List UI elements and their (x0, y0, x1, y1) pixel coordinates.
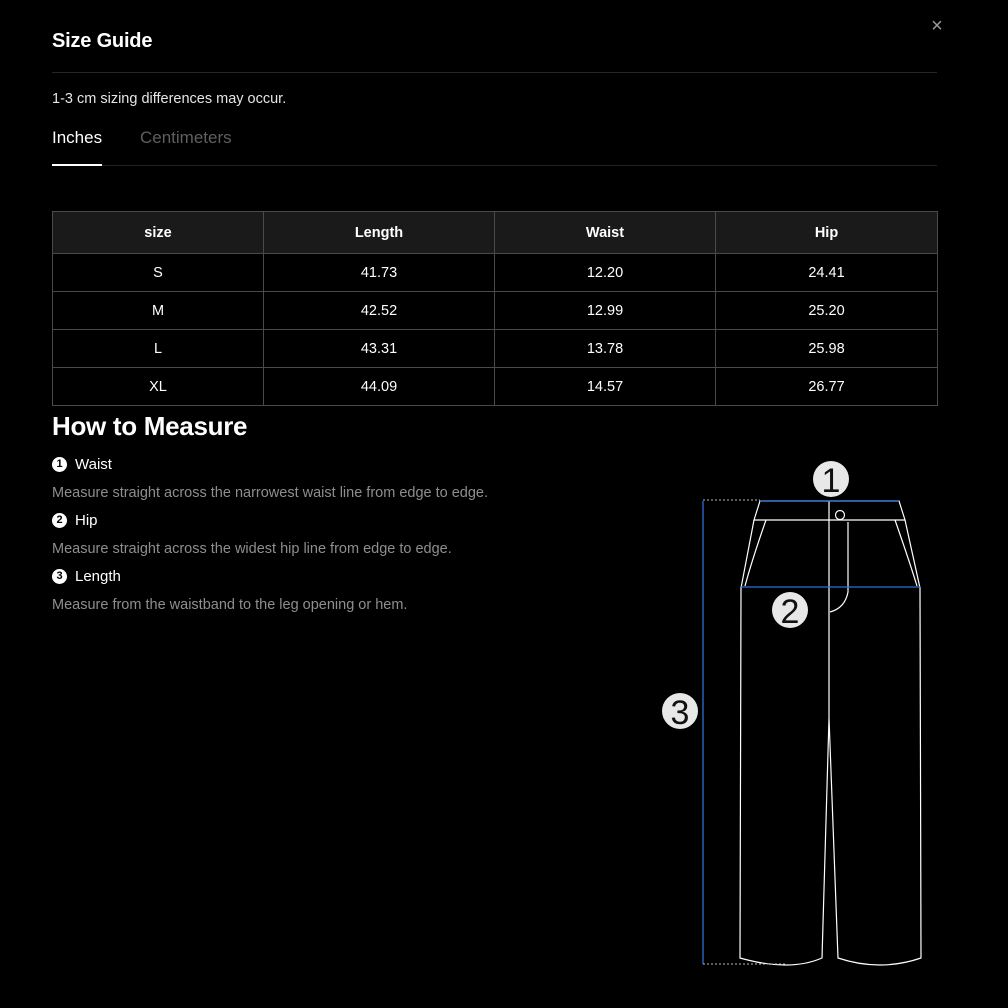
table-cell: 13.78 (495, 330, 716, 368)
table-cell: 24.41 (716, 254, 938, 292)
modal-title: Size Guide (52, 30, 153, 52)
pants-outline-icon (740, 501, 921, 965)
table-row (53, 292, 938, 330)
measure-label: Length (75, 568, 121, 585)
close-icon[interactable]: × (931, 15, 943, 37)
size-table (52, 211, 938, 406)
marker-3-icon (662, 693, 698, 732)
table-cell: 25.20 (716, 292, 938, 330)
table-row (53, 254, 938, 292)
number-3-badge: 3 (52, 569, 67, 584)
table-cell: 42.52 (264, 292, 495, 330)
svg-text:1: 1 (821, 462, 841, 500)
tab-centimeters[interactable]: Centimeters (140, 128, 232, 147)
table-row (53, 368, 938, 406)
measure-item-waist (52, 456, 488, 501)
marker-2-icon (772, 592, 808, 631)
column-header-waist: Waist (495, 212, 716, 254)
table-header-row (53, 212, 938, 254)
table-cell: 25.98 (716, 330, 938, 368)
marker-1-icon (813, 461, 849, 500)
table-cell: 43.31 (264, 330, 495, 368)
column-header-length: Length (264, 212, 495, 254)
table-cell: XL (53, 368, 264, 406)
tabs-divider (52, 165, 937, 166)
pants-measurement-diagram (650, 455, 940, 975)
table-cell: 44.09 (264, 368, 495, 406)
svg-text:3: 3 (670, 694, 690, 732)
unit-tabs (52, 128, 937, 166)
table-cell: M (53, 292, 264, 330)
measure-description: Measure straight across the narrowest waist line from edge to edge. (52, 485, 489, 501)
table-cell: 41.73 (264, 254, 495, 292)
tab-inches[interactable]: Inches (52, 128, 103, 147)
number-2-badge: 2 (52, 513, 67, 528)
table-cell: S (53, 254, 264, 292)
active-tab-indicator (52, 164, 102, 166)
measure-description: Measure straight across the widest hip line from edge to edge. (52, 541, 452, 557)
measure-label: Hip (75, 512, 98, 529)
measure-lines (703, 501, 920, 964)
svg-text:2: 2 (780, 593, 800, 631)
divider (52, 72, 937, 73)
measure-item-length (52, 568, 407, 613)
table-cell: 14.57 (495, 368, 716, 406)
measure-description: Measure from the waistband to the leg opening or hem. (52, 597, 408, 613)
measure-label: Waist (75, 456, 112, 473)
table-cell: 12.20 (495, 254, 716, 292)
table-cell: 12.99 (495, 292, 716, 330)
table-cell: 26.77 (716, 368, 938, 406)
measure-item-hip (52, 512, 452, 557)
table-row (53, 330, 938, 368)
column-header-hip: Hip (716, 212, 938, 254)
column-header-size: size (53, 212, 264, 254)
how-to-measure-title: How to Measure (52, 411, 248, 441)
sizing-note: 1-3 cm sizing differences may occur. (52, 91, 287, 107)
table-cell: L (53, 330, 264, 368)
number-1-badge: 1 (52, 457, 67, 472)
